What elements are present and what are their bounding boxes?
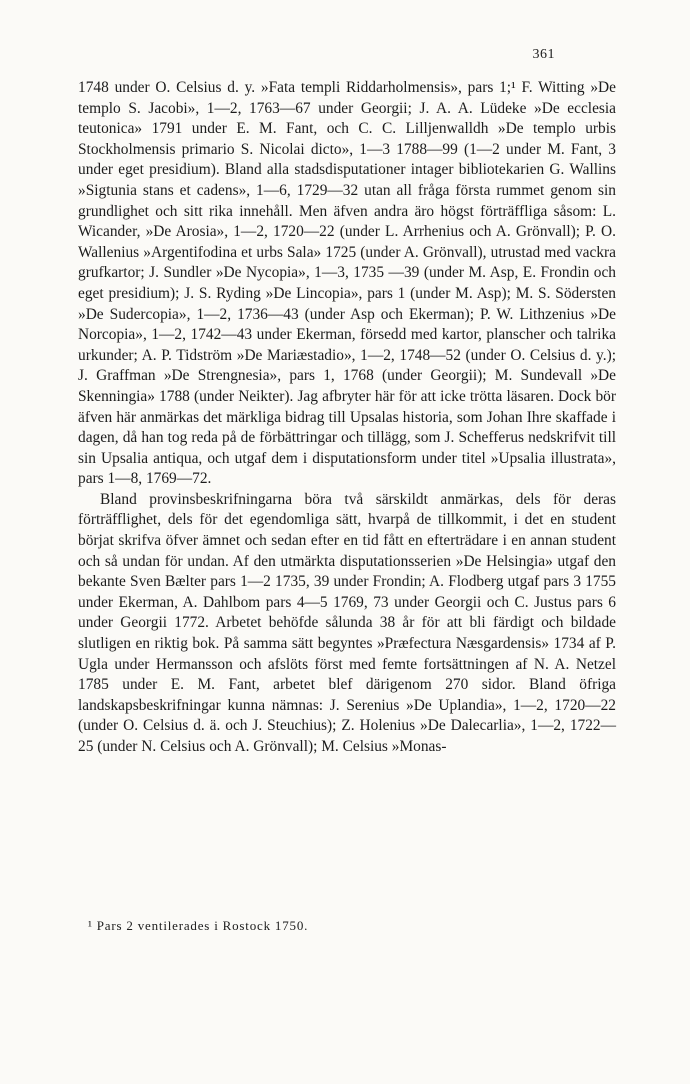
paragraph-2: Bland provinsbeskrifningarna böra två särskildt anmärkas, dels för deras förträfflighet, dels för det egendomliga sätt, hvarpå de tillkommit, i det en student börjat skrifva öfver ämnet och sedan efter en tid fått en efterträdare i en annan student och så undan för undan. Af den utmärkta disputationsserien »De Helsingia» utgaf den bekante Sven Bælter pars 1—2 1735, 39 under Frondin; A. Flodberg utgaf pars 3 1755 under Ekerman, A. Dahlbom pars 4—5 1769, 73 under Georgii och C. Justus pars 6 under Georgii 1772. Arbetet behöfde sålunda 38 år för att bli färdigt och bildade slutligen en riktig bok. På samma sätt begyntes »Præfectura Næsgardensis» 1734 af P. Ugla under Hermansson och afslöts först med femte fortsättningen af N. A. Netzel 1785 under E. M. Fant, arbetet blef därigenom 270 sidor. Bland öfriga landskapsbeskrifningar kunna nämnas: J. Serenius »De Uplandia», 1—2, 1720—22 (under O. Celsius d. ä. och J. Steuchius); Z. Holenius »De Dalecarlia», 1—2, 1722—25 (under N. Celsius och A. Grönvall); M. Celsius »Monas- [78, 490, 616, 755]
page-number: 361 [532, 47, 555, 62]
footnote: ¹ Pars 2 ventilerades i Rostock 1750. [88, 918, 309, 933]
paragraph-1: 1748 under O. Celsius d. y. »Fata templi Riddarholmensis», pars 1;¹ F. Witting »De templo S. Jacobi», 1—2, 1763—67 under Georgii; J. A. A. Lüdeke »De ecclesia teutonica» 1791 under E. M. Fant, och C. C. Lilljenwalldh »De templo urbis Stockholmensis primario S. Nicolai dicto», 1—3 1788—99 (1—2 under M. Fant, 3 under eget presidium). Bland alla stadsdisputationer intager bibliotekarien G. Wallins »Sigtunia stans et cadens», 1—6, 1729—32 utan all fråga första rummet genom sin grundlighet och sitt rika innehåll. Men äfven andra äro högst förträffliga såsom: L. Wicander, »De Arosia», 1—2, 1720—22 (under L. Arrhenius och A. Grönvall); P. O. Wallenius »Argentifodina et urbs Sala» 1725 (under A. Grönvall), utrustad med vackra grufkartor; J. Sundler »De Nycopia», 1—3, 1735 —39 (under M. Asp, E. Frondin och eget presidium); J. S. Ryding »De Lincopia», pars 1 (under M. Asp); M. S. Södersten »De Sudercopia», 1—2, 1736—43 (under Asp och Ekerman); P. W. Lithzenius »De Norcopia», 1—2, 1742—43 under Ekerman, försedd med kartor, planscher och talrika urkunder; A. P. Tidström »De Mariæstadio», 1—2, 1748—52 (under O. Celsius d. y.); J. Graffman »De Strengnesia», pars 1, 1768 (under Georgii); M. Sundevall »De Skenningia» 1788 (under Neikter). Jag afbryter här för att icke trötta läsaren. Dock bör äfven här anmärkas det märkliga bidrag till Upsalas historia, som Johan Ihre skaffade i dagen, då han tog reda på de förbättringar och tillägg, som J. Schefferus nedskrifvit till sin Upsalia antiqua, och utgaf dem i disputationsform under titel »Upsalia illustrata», pars 1—8, 1769—72. [78, 79, 616, 488]
body-text [78, 78, 616, 758]
